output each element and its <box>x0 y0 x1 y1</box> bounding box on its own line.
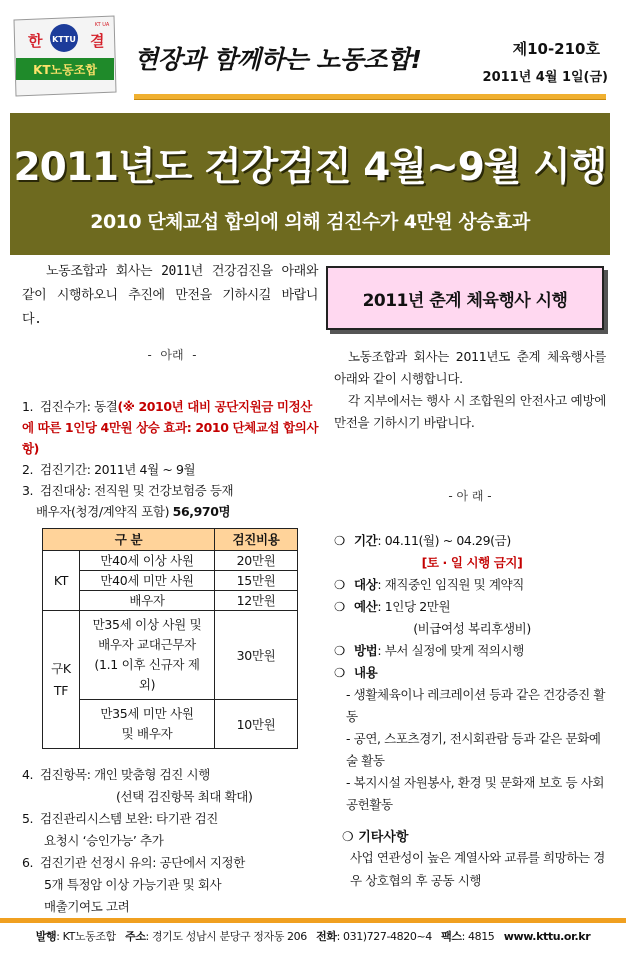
detail-period: ❍ 기간: 04.11(월) ~ 04.29(금) <box>334 530 610 552</box>
right-intro: 노동조합과 회사는 2011년도 춘계 체육행사를 아래와 같이 시행합니다. 각 지부에서는 행사 시 조합원의 안전사고 예방에 만전을 기하시기 바랍니다. <box>334 349 606 430</box>
table-row: 만40세 미만 사원 15만원 <box>43 571 298 591</box>
event-details <box>334 530 610 816</box>
circle-bullet-icon: ❍ <box>334 577 345 592</box>
red-note: (※ 2010년 대비 공단지원금 미정산에 따른 1인당 4만원 상승 효과: 2010 단체교섭 합의사항) <box>22 399 319 456</box>
flag-badge: KTTU <box>52 35 76 44</box>
list-item: 1. 검진수가: 동결(※ 2010년 대비 공단지원금 미정산에 따른 1인당 4만원 상승 효과: 2010 단체교섭 합의사항) <box>22 399 319 456</box>
circle-bullet-icon: ❍ <box>334 665 345 680</box>
etc-body: 사업 연관성이 높은 계열사와 교류를 희망하는 경우 상호협의 후 공동 시행 <box>350 850 605 888</box>
detail-budget: ❍ 예산: 1인당 2만원 <box>334 596 610 618</box>
footer: 발행: KT노동조합 주소: 경기도 성남시 분당구 정자동 206 전화: 031)727-4820~4 팩스: 4815 www.kttu.or.kr <box>35 930 591 943</box>
list-item-continuation: 요청시 ‘승인가능’ 추가 <box>44 833 164 848</box>
detail-target: ❍ 대상: 재직중인 임직원 및 계약직 <box>334 574 610 596</box>
website-link[interactable]: www.kttu.or.kr <box>503 930 591 943</box>
event-title: 2011년 춘계 체육행사 시행 <box>362 291 568 311</box>
content-item: - 공연, 스포츠경기, 전시회관람 등과 같은 문화예술 활동 <box>346 731 601 768</box>
list-item: 4. 검진항목: 개인 맞춤형 검진 시행 <box>22 767 210 782</box>
list-item-continuation: 배우자(청경/계약직 포함) 56,970명 <box>36 504 231 519</box>
flag-text-right: 결 <box>90 32 105 50</box>
list-item: 3. 검진대상: 전직원 및 건강보험증 등재 <box>22 483 234 498</box>
left-arae-heading: - 아래 - <box>145 348 199 362</box>
table-row: 배우자 12만원 <box>43 591 298 611</box>
left-list-2 <box>22 764 322 918</box>
content-item: - 복지시설 자원봉사, 환경 및 문화재 보호 등 사회공헌활동 <box>346 775 605 812</box>
list-item-continuation: (선택 검진항목 최대 확대) <box>116 789 253 804</box>
detail-content: ❍ 내용 <box>334 662 610 684</box>
table-row: 구KTF 만35세 이상 사원 및 배우자 교대근무자(1.1 이후 신규자 제외) 30만원 <box>43 611 298 700</box>
footer-rule <box>0 918 626 923</box>
table-row: KT 만40세 이상 사원 20만원 <box>43 551 298 571</box>
circle-bullet-icon: ❍ <box>334 533 345 548</box>
list-item-continuation: 매출기여도 고려 <box>44 899 130 914</box>
flag-band-text: KT노동조합 <box>33 63 97 77</box>
circle-bullet-icon: ❍ <box>334 643 345 658</box>
left-list-1 <box>22 396 322 522</box>
list-item: 6. 검진기관 선정시 유의: 공단에서 지정한 <box>22 855 245 870</box>
header-rule <box>134 94 606 100</box>
table-group-gukt: 구KTF <box>43 611 80 749</box>
union-flag-logo <box>10 14 120 98</box>
circle-bullet-icon: ❍ <box>334 599 345 614</box>
flag-text-left: 한 <box>28 32 43 50</box>
circle-bullet-icon: ❍ <box>342 830 354 845</box>
list-item: 2. 검진기간: 2011년 4월 ~ 9월 <box>22 462 196 477</box>
slogan: 현장과 함께하는 노동조합! <box>134 45 422 74</box>
table-head-group: 구 분 <box>43 529 215 551</box>
banner-subtitle: 2010 단체교섭 합의에 의해 검진수가 4만원 상승효과 <box>90 211 530 233</box>
table-row: 만35세 미만 사원 및 배우자 10만원 <box>43 700 298 749</box>
event-title-box <box>326 266 604 330</box>
right-arae-heading: - 아 래 - <box>448 489 492 503</box>
table-group-kt: KT <box>43 551 80 611</box>
list-item: 5. 검진관리시스템 보완: 타기관 검진 <box>22 811 218 826</box>
banner-title: 2011년도 건강검진 4월~9월 시행 <box>13 145 607 190</box>
table-head-cost: 검진비용 <box>215 529 298 551</box>
detail-method: ❍ 방법: 부서 실정에 맞게 적의시행 <box>334 640 610 662</box>
issue-date: 2011년 4월 1일(금) <box>482 70 608 85</box>
issue-number: 제10-210호 <box>512 40 600 58</box>
list-item-continuation: 5개 특정암 이상 가능기관 및 회사 <box>44 877 222 892</box>
left-intro <box>22 260 318 332</box>
flag-small-logo: KT UA <box>94 22 110 28</box>
exam-cost-table <box>42 528 298 749</box>
left-intro-text: 노동조합과 회사는 2011년 건강검진을 아래와 같이 시행하오니 추진에 만전을 기하시길 바랍니다. <box>22 264 318 327</box>
detail-period-note: [토 · 일 시행 금지] <box>421 555 523 570</box>
detail-budget-note: (비급여성 복리후생비) <box>413 621 531 636</box>
etc-heading: ❍ 기타사항 <box>342 830 409 845</box>
title-banner <box>10 113 610 255</box>
content-item: - 생활체육이나 레크레이션 등과 같은 건강증진 활동 <box>346 687 606 724</box>
